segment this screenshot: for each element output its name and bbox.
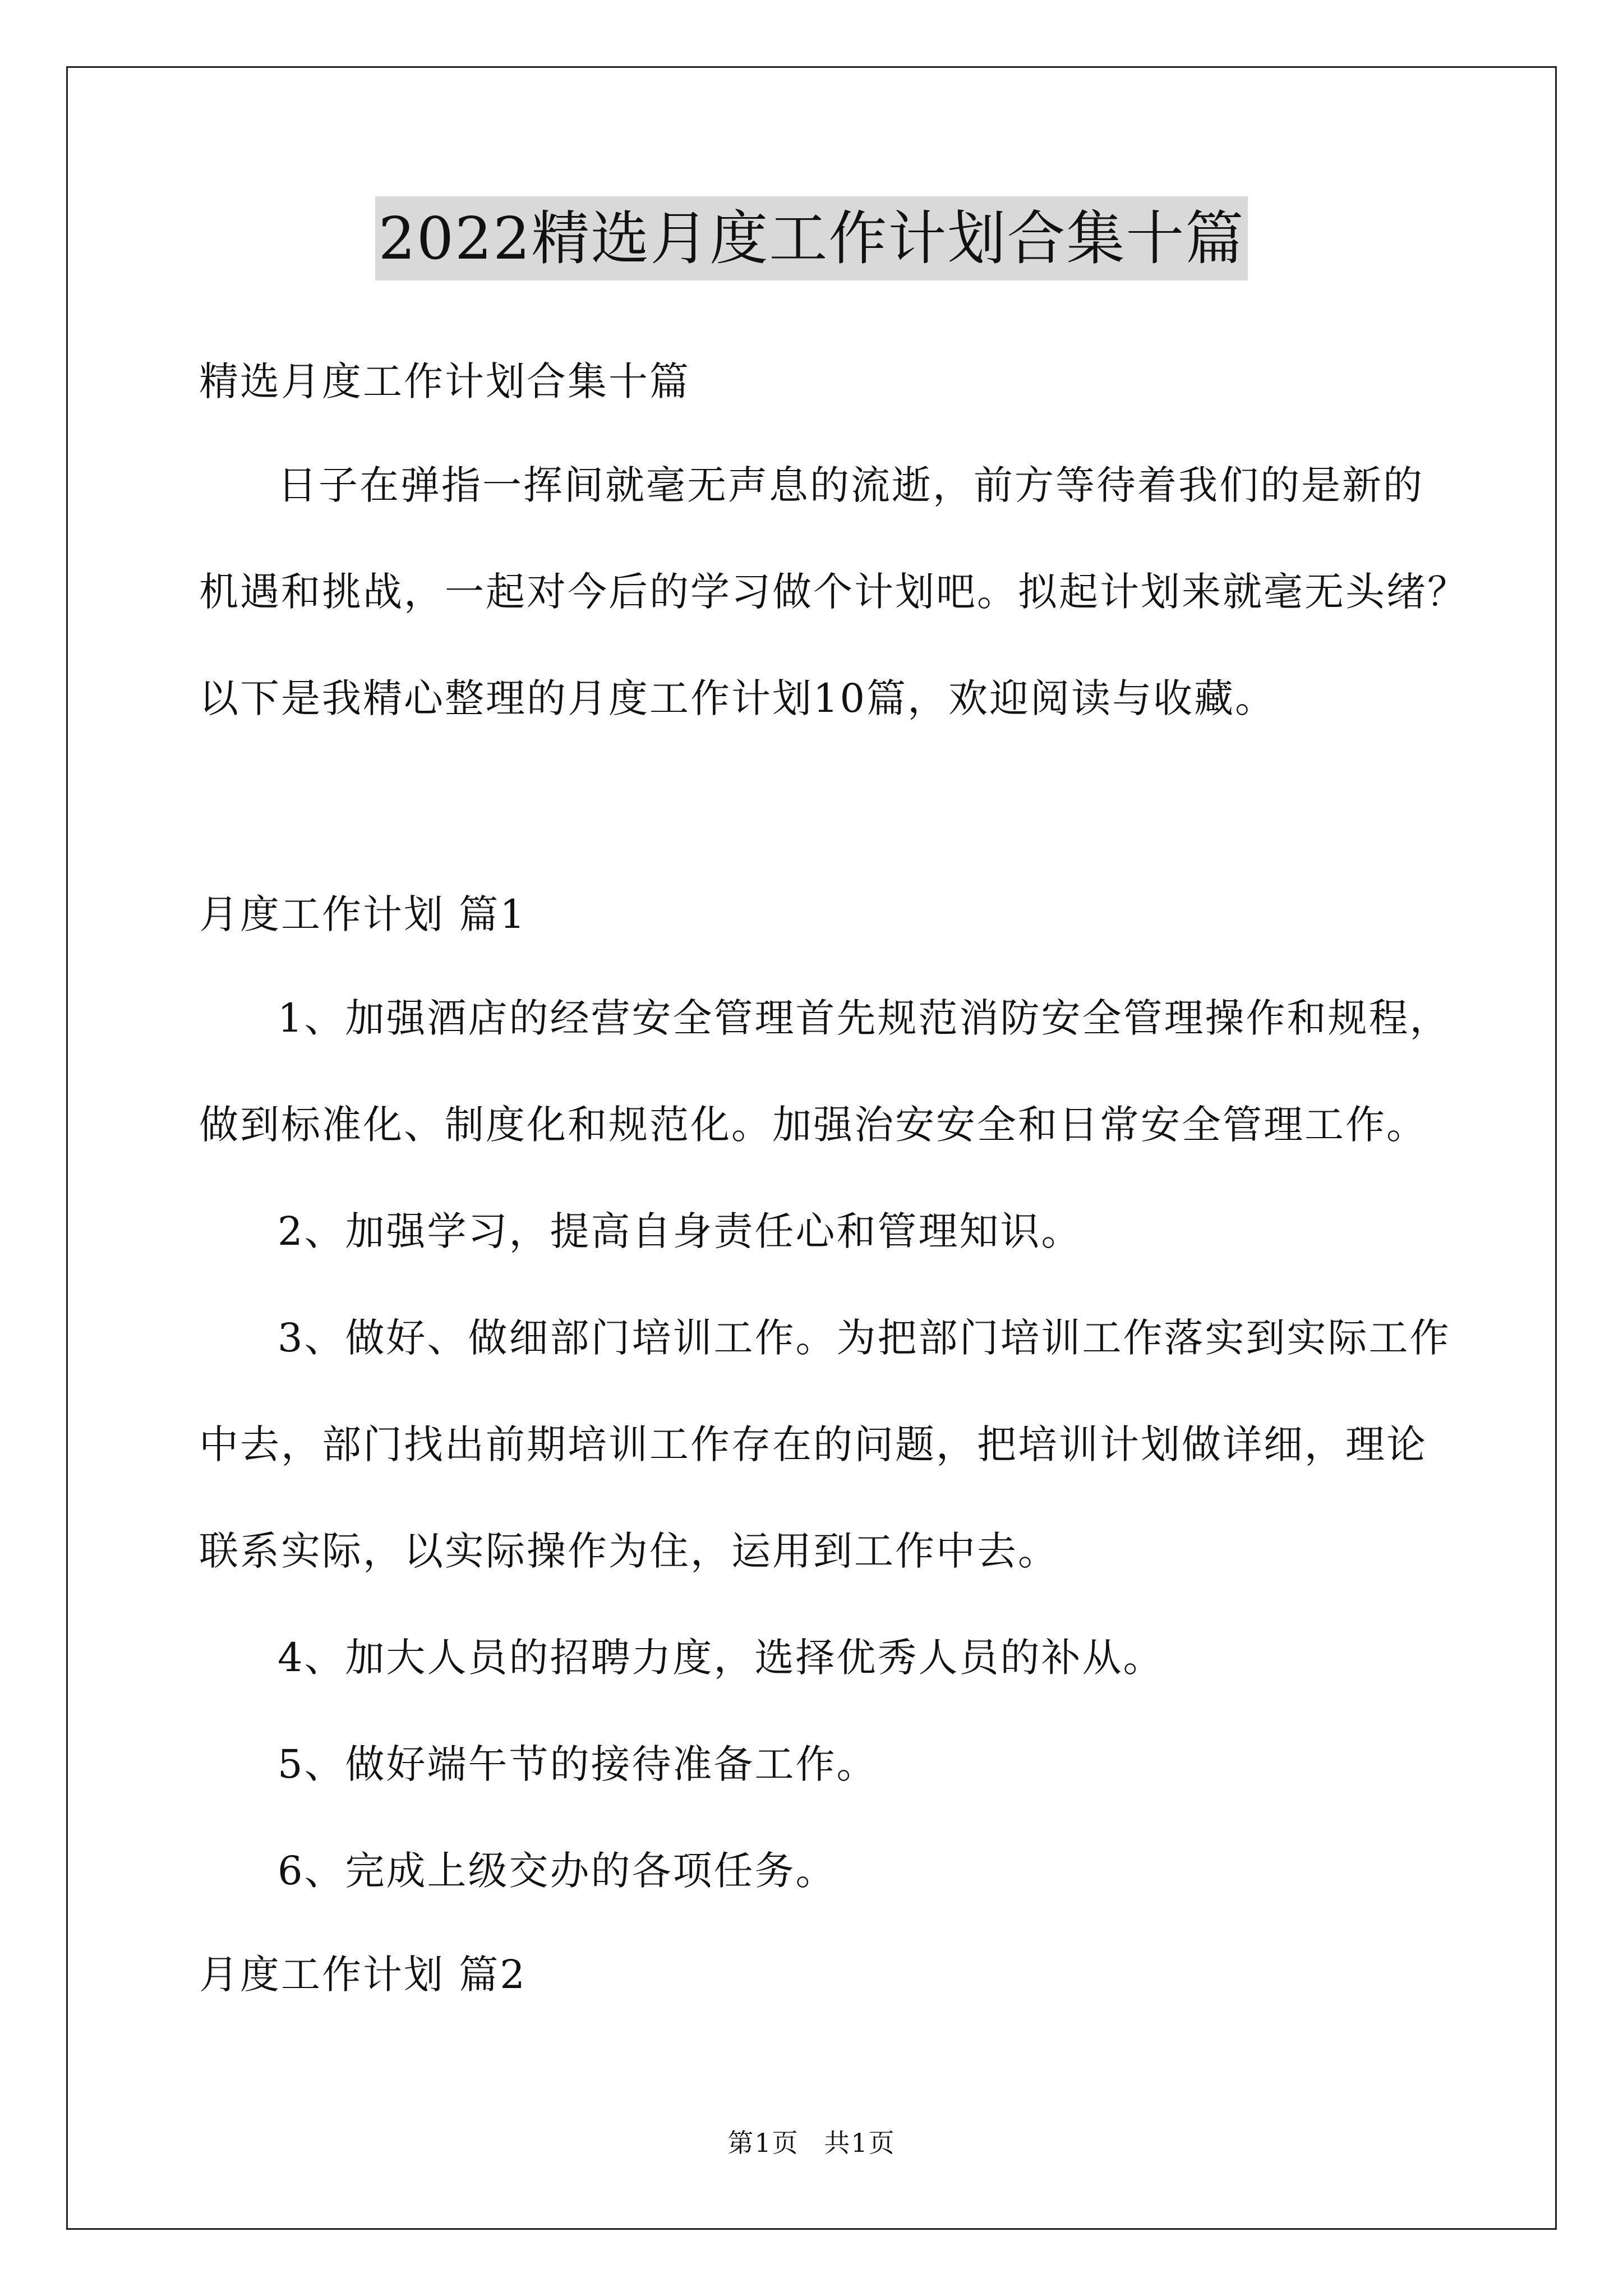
section1-line-1: 1、加强酒店的经营安全管理首先规范消防安全管理操作和规程， [278,995,1451,1041]
intro-line-2: 机遇和挑战，一起对今后的学习做个计划吧。拟起计划来就毫无头绪？ [199,569,1468,615]
section1-line-9: 6、完成上级交办的各项任务。 [278,1848,837,1894]
section-heading-1: 月度工作计划 篇1 [199,891,527,937]
section1-line-3: 2、加强学习，提高自身责任心和管理知识。 [278,1208,1082,1254]
section1-line-8: 5、做好端午节的接待准备工作。 [278,1741,878,1787]
intro-line-3: 以下是我精心整理的月度工作计划10篇，欢迎阅读与收藏。 [199,675,1276,721]
page-number: 第1页 [727,2128,799,2158]
page-footer [0,2126,1623,2160]
section1-line-4: 3、做好、做细部门培训工作。为把部门培训工作落实到实际工作 [278,1315,1451,1361]
intro-line-1: 日子在弹指一挥间就毫无声息的流逝，前方等待着我们的是新的 [278,462,1424,508]
section1-line-7: 4、加大人员的招聘力度，选择优秀人员的补从。 [278,1635,1164,1681]
page-total: 共1页 [824,2128,896,2158]
document-title: 2022精选月度工作计划合集十篇 [375,196,1248,280]
section-heading-2: 月度工作计划 篇2 [199,1952,527,1998]
section1-line-6: 联系实际，以实际操作为住，运用到工作中去。 [199,1528,1059,1574]
subtitle: 精选月度工作计划合集十篇 [199,358,690,404]
section1-line-5: 中去，部门找出前期培训工作存在的问题，把培训计划做详细，理论 [199,1421,1427,1467]
section1-line-2: 做到标准化、制度化和规范化。加强治安安全和日常安全管理工作。 [199,1102,1427,1148]
title-container [0,196,1623,280]
